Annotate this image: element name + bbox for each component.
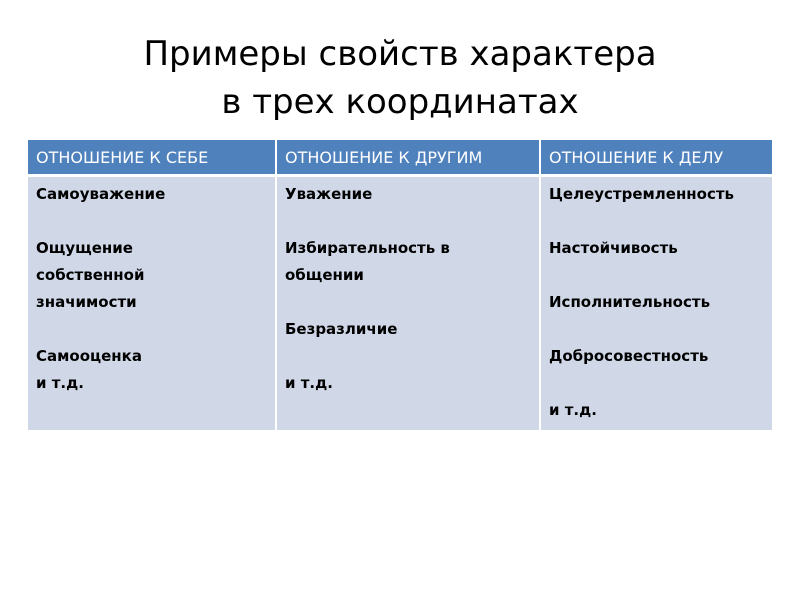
cell-spacer [36,208,267,235]
header-others: ОТНОШЕНИЕ К ДРУГИМ [276,140,540,176]
cell-spacer [549,262,764,289]
traits-table [28,140,772,430]
cell-text: Ощущение [36,239,133,257]
cell-text: и т.д. [549,401,597,419]
cell-text: Настойчивость [549,239,678,257]
cell-spacer [285,289,531,316]
header-work: ОТНОШЕНИЕ К ДЕЛУ [540,140,772,176]
title-line-2: в трех координатах [221,82,579,122]
cell-self [28,176,276,431]
cell-work [540,176,772,431]
cell-text: значимости [36,293,137,311]
table-row [28,176,772,431]
title-line-1: Примеры свойств характера [143,34,657,74]
header-self: ОТНОШЕНИЕ К СЕБЕ [28,140,276,176]
cell-spacer [549,370,764,397]
cell-text: Исполнительность [549,293,711,311]
cell-spacer [549,208,764,235]
cell-text: Уважение [285,185,373,203]
cell-text: Самооценка [36,347,142,365]
cell-text: общении [285,266,364,284]
cell-spacer [285,343,531,370]
cell-text: Добросовестность [549,347,709,365]
table-header-row [28,140,772,176]
cell-text: Безразличие [285,320,398,338]
cell-spacer [36,316,267,343]
cell-text: и т.д. [285,374,333,392]
cell-text: Целеустремленность [549,185,735,203]
cell-text: и т.д. [36,374,84,392]
slide-title [0,30,800,126]
cell-text: Самоуважение [36,185,166,203]
cell-others [276,176,540,431]
cell-spacer [285,208,531,235]
cell-spacer [549,316,764,343]
cell-text: собственной [36,266,145,284]
cell-text: Избирательность в [285,239,450,257]
